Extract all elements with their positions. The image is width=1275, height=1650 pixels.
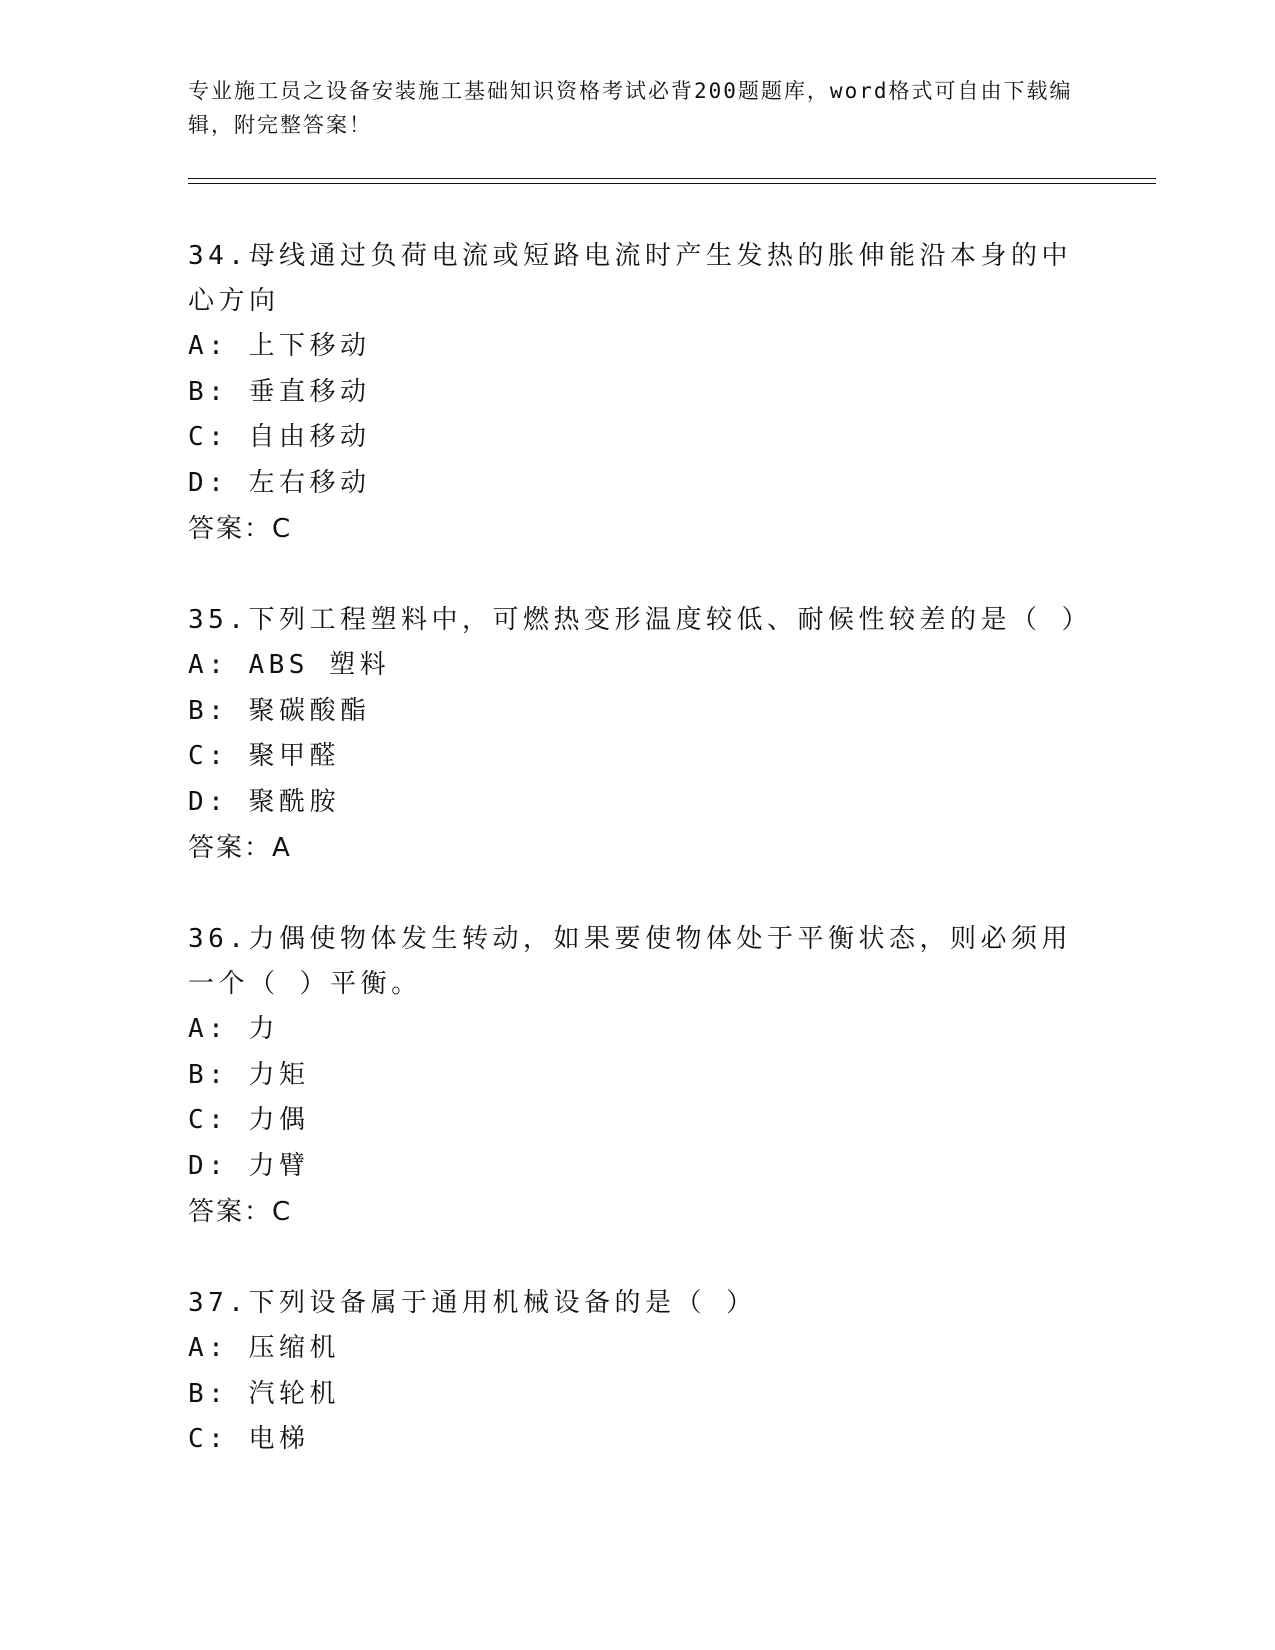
question-list [188,234,1093,1509]
option-c: C: 聚甲醛 [188,741,340,771]
question-34 [188,234,1088,552]
option-d: D: 聚酰胺 [188,786,340,817]
option-c: C: 自由移动 [188,422,371,452]
option-d: D: 左右移动 [188,467,371,498]
option-a: A: 上下移动 [188,331,371,361]
question-35 [188,598,1093,871]
header-rule-top [188,178,1156,179]
document-header: 专业施工员之设备安装施工基础知识资格考试必背200题题库，word格式可自由下载编辑，附完整答案！ [188,79,1073,137]
option-b: B: 垂直移动 [188,376,371,407]
answer: 答案：C [188,1197,293,1227]
question-stem: 34.母线通过负荷电流或短路电流时产生发热的胀伸能沿本身的中心方向 [188,241,1072,316]
header-rule-bottom [188,183,1156,184]
option-c: C: 电梯 [188,1424,310,1454]
question-stem: 37.下列设备属于通用机械设备的是（ ） [188,1288,757,1318]
option-b: B: 力矩 [188,1059,310,1090]
question-36 [188,917,1088,1235]
option-a: A: ABS 塑料 [188,650,391,680]
question-stem: 36.力偶使物体发生转动，如果要使物体处于平衡状态，则必须用一个（ ）平衡。 [188,924,1072,999]
option-d: D: 力臂 [188,1150,310,1181]
option-c: C: 力偶 [188,1105,310,1135]
option-b: B: 聚碳酸酯 [188,695,371,726]
question-37 [188,1281,1088,1463]
option-a: A: 压缩机 [188,1333,340,1363]
option-a: A: 力 [188,1014,279,1044]
answer: 答案：C [188,514,293,544]
answer: 答案：A [188,833,292,863]
option-b: B: 汽轮机 [188,1378,340,1409]
question-stem: 35.下列工程塑料中，可燃热变形温度较低、耐候性较差的是（ ） [188,605,1093,635]
